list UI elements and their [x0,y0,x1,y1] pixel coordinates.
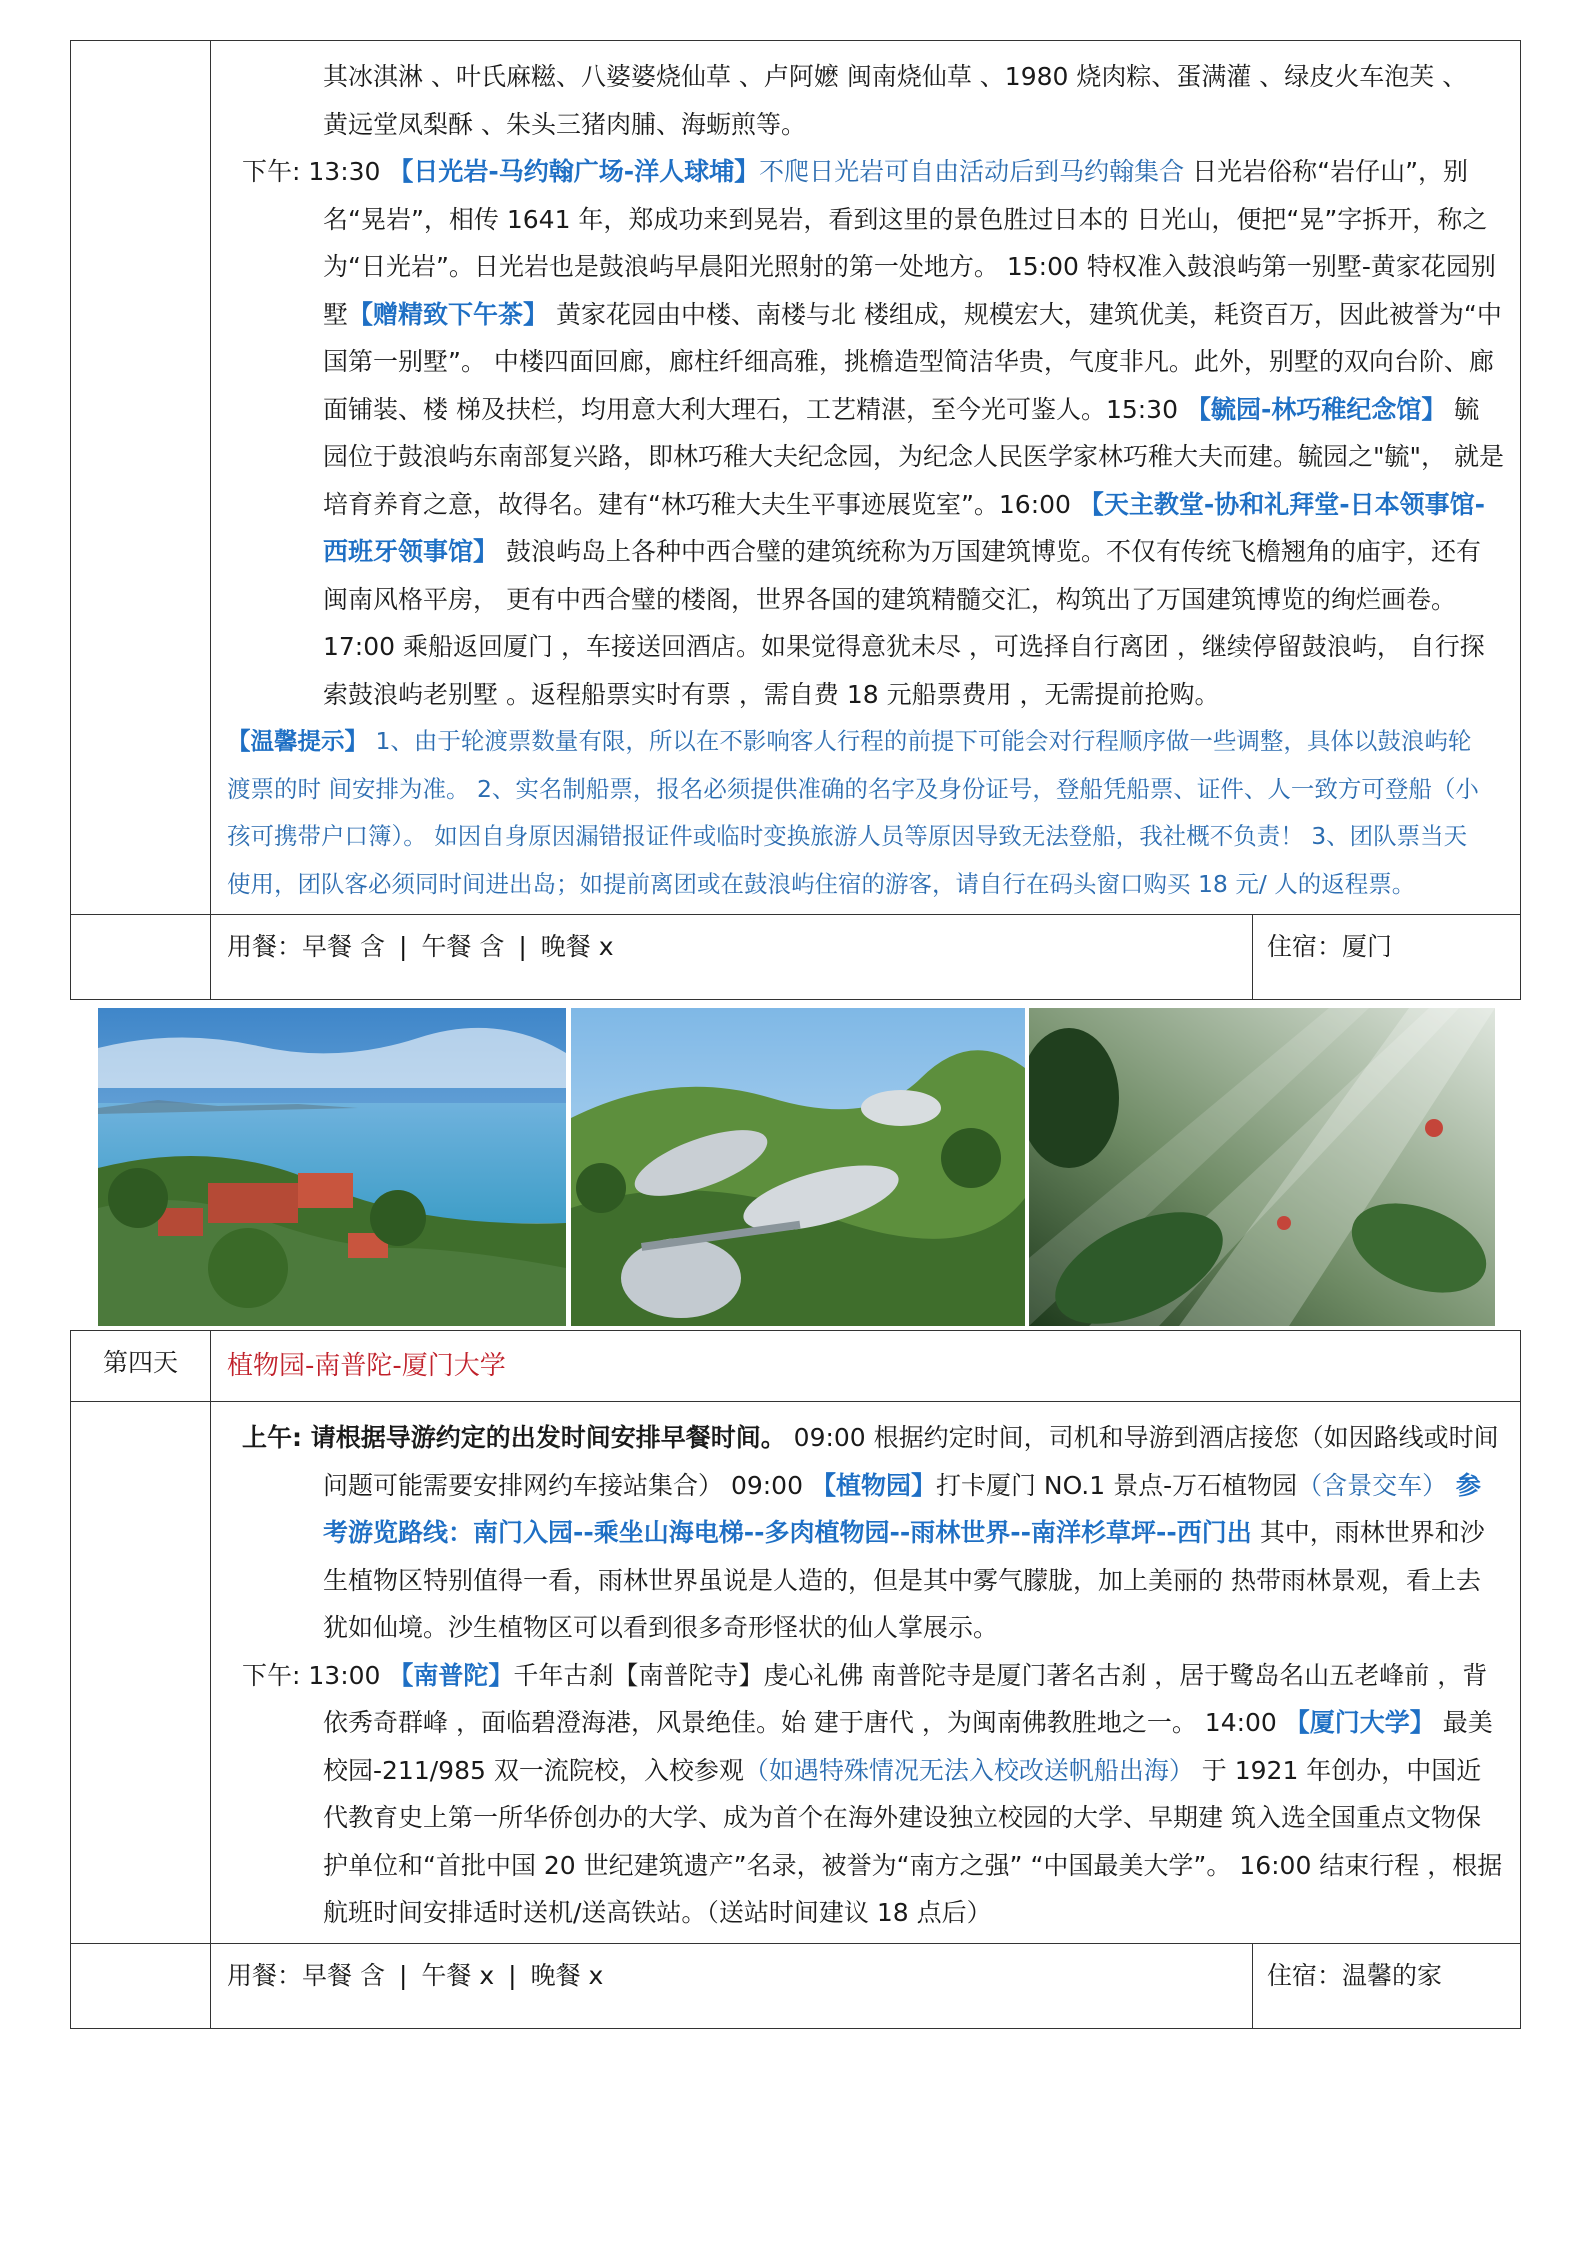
day4-body [211,1402,1521,1944]
stay-value: 温馨的家 [1342,1960,1443,1990]
day3-morning-cont [227,53,1504,148]
afternoon-text-1: 日光岩俗称“岩仔山”，别名“晃岩”，相传 1641 年，郑成功来到晃岩，看到这里的景色胜过日本的 日光山，便把“晃”字拆开，称之为“日光岩”。日光岩也是鼓浪屿早晨阳光照射的第一处地方。 15:00 特权准入鼓浪屿第一别墅-黄家花园别墅 [323,157,1496,329]
day4-afternoon [227,1652,1504,1937]
day3-meal-row [71,915,1521,1000]
afternoon-text-4: 鼓浪屿岛上各种中西合璧的建筑统称为万国建筑博览。不仅有传统飞檐翘角的庙宇，还有闽南风格平房， 更有中西合璧的楼阁，世界各国的建筑精髓交汇，构筑出了万国建筑博览的绚烂画卷。 17:00 乘船返回厦门 ，车接送回酒店。如果觉得意犹未尽 ，可选择自行离团 ，继续停留鼓浪屿， 自行探索鼓浪屿老别墅 。返程船票实时有票 ，需自费 18 元船票费用 ，无需提前抢购。 [323,537,1485,709]
yuyuan-highlight: 【毓园-林巧稚纪念馆】 [1185,394,1447,424]
tea-highlight: 【赠精致下午茶】 [348,299,549,329]
morning-cont-line1: 其冰淇淋 、叶氏麻糍、八婆婆烧仙草 、卢阿嬷 闽南烧仙草 、1980 烧肉粽、蛋满灌 、绿皮火车泡芙 、 [323,62,1468,91]
day-label-text: 第四天 [102,1348,178,1377]
afternoon-text-2: 黄家花园由中楼、南楼与北 楼组成，规模宏大，建筑优美，耗资百万，因此被誉为“中国第一别墅”。 中楼四面回廊，廊柱纤细高雅，挑檐造型简洁华贵，气度非凡。此外，别墅的双向台阶、廊面铺装、楼 梯及扶栏，均用意大利大理石，工艺精湛，至今光可鉴人。15:30 [323,299,1502,424]
divider: | [508,1960,517,1990]
day3-meals [211,915,1253,1000]
afternoon-label: 下午: [242,157,301,186]
dinner: 晚餐 x [530,1960,604,1990]
breakfast-notice: 请根据导游约定的出发时间安排早餐时间。 [302,1423,786,1452]
afternoon-text-3: 毓园位于鼓浪屿东南部复兴路，即林巧稚大夫纪念园，为纪念人民医学家林巧稚大夫而建。毓园之"毓"， 就是培育养育之意，故得名。建有“林巧稚大夫生平事迹展览室”。16:00 [323,394,1504,519]
afternoon-label: 下午: [242,1660,301,1690]
divider: | [518,932,527,961]
day4-header-row [71,1331,1521,1402]
photo-strip [71,1000,1521,1330]
stay-label: 住宿： [1267,1960,1343,1990]
itinerary-table [70,40,1521,2029]
breakfast: 早餐 含 [302,1960,385,1990]
time-text: 13:30 [300,157,389,186]
xmu-highlight: 【厦门大学】 [1284,1708,1435,1737]
morning-text-1: 09:00 根据约定时间，司机和导游到酒店接您（如因路线或时间问题可能需要安排网约车接站集合） 09:00 [323,1423,1499,1500]
dinner: 晚餐 x [540,932,614,961]
gulangyu-coast-photo [98,1008,566,1326]
lunch: 午餐 含 [421,932,505,961]
meal-label: 用餐： [227,1960,303,1990]
day4-morning [227,1414,1504,1652]
morning-text-3: 其中，雨林世界和沙生植物区特别值得一看，雨林世界虽说是人造的，但是其中雾气朦胧，加上美丽的 热带雨林景观，看上去犹如仙境。沙生植物区可以看到很多奇形怪状的仙人掌展示。 [323,1518,1485,1642]
day4-title [211,1331,1521,1402]
photo-row [71,1000,1521,1331]
photo-cell [71,1000,1521,1331]
time-text: 13:00 [300,1660,389,1690]
botanical-highlight: 【植物园】 [810,1470,936,1500]
tips-text: 1、由于轮渡票数量有限，所以在不影响客人行程的前提下可能会对行程顺序做一些调整，具体以鼓浪屿轮渡票的时 间安排为准。 2、实名制船票，报名必须提供准确的名字及身份证号，登船凭船票、证件、人一致方可登船（小孩可携带户口簿）。 如因自身原因漏错报证件或临时变换旅游人员等原因导致无法登船，我社概不负责！ 3、团队票当天使用，团队客必须同时间进出岛；如提前离团或在鼓浪屿住宿的游客，请自行在码头窗口购买 18 元/ 人的返程票。 [227,727,1479,898]
tips-label: 【温馨提示】 [227,727,368,755]
meal-label: 用餐： [227,932,303,961]
churches-highlight: 【天主教堂-协和礼拜堂-日本领事馆-西班牙领事馆】 [323,489,1486,566]
rainforest-mist-photo [1029,1008,1495,1326]
day3-left-cell [71,41,211,915]
day4-meals [211,1943,1253,2028]
shuttle-note: （含景交车） [1297,1470,1448,1500]
morning-label: 上午: [242,1423,302,1452]
sailing-note: （如遇特殊情况无法入校改送帆船出海） [743,1755,1194,1785]
divider: | [398,932,408,961]
day3-afternoon [227,148,1504,718]
day-title-text: 植物园-南普陀-厦门大学 [227,1351,506,1381]
day3-meal-left [71,915,211,1000]
afternoon-text-3: 于 1921 年创办，中国近代教育史上第一所华侨创办的大学、成为首个在海外建设独立校园的大学、早期建 筑入选全国重点文物保护单位和“首批中国 20 世纪建筑遗产”名录，被誉为“南方之强” “中国最美大学”。 16:00 结束行程 ，根据航班时间安排适时送机/送高铁站。（送站时间建议 18 点后） [323,1755,1503,1927]
itinerary-page [70,40,1520,2029]
afternoon-text-2: 最美校园-211/985 双一流院校，入校参观 [323,1708,1493,1785]
day3-stay [1253,915,1521,1000]
morning-text-2: 打卡厦门 NO.1 景点-万石植物园 [935,1470,1298,1500]
day4-body-row [71,1402,1521,1944]
day3-body [211,41,1521,915]
stay-value: 厦门 [1342,932,1393,961]
lunch: 午餐 x [421,1960,495,1990]
sunlight-rock-note: 不爬日光岩可自由活动后到马约翰集合 [759,157,1185,186]
sunlight-rock-highlight: 【日光岩-马约翰广场-洋人球埔】 [388,157,760,186]
day4-left-cell [71,1402,211,1944]
stay-label: 住宿： [1267,932,1343,961]
route-highlight: 参考游览路线：南门入园--乘坐山海电梯--多肉植物园--雨林世界--南洋杉草坪--西门出 [323,1470,1481,1547]
day4-stay [1253,1943,1521,2028]
day3-tips [212,718,1504,908]
nanputuo-highlight: 【南普陀】 [388,1660,514,1690]
day4-meal-left [71,1943,211,2028]
divider: | [398,1960,408,1990]
morning-cont-line2: 黄远堂凤梨酥 、朱头三猪肉脯、海蛎煎等。 [323,109,806,139]
day4-label [71,1331,211,1402]
day3-body-row [71,41,1521,915]
day4-meal-row [71,1943,1521,2028]
afternoon-text-1: 千年古刹【南普陀寺】虔心礼佛 南普陀寺是厦门著名古刹 ，居于鹭岛名山五老峰前 ，背依秀奇群峰 ，面临碧澄海港，风景绝佳。始 建于唐代 ，为闽南佛教胜地之一。 14:00 [323,1660,1488,1737]
botanical-garden-photo [571,1008,1025,1326]
breakfast: 早餐 含 [302,932,385,961]
